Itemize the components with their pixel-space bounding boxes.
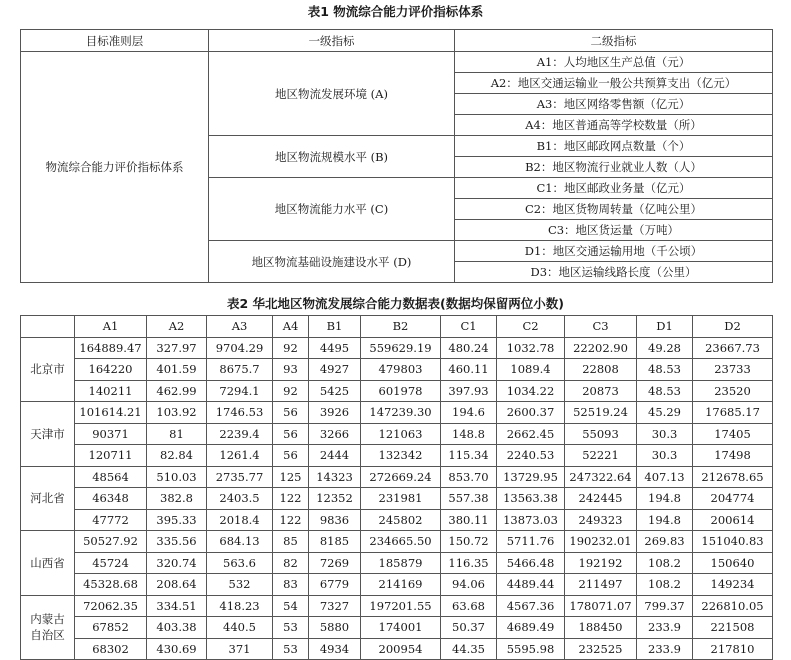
data-cell: 226810.05 (693, 595, 773, 617)
data-cell: 5595.98 (497, 638, 565, 660)
data-cell: 2600.37 (497, 402, 565, 424)
data-cell: 45328.68 (75, 574, 147, 596)
header-col: A1 (75, 316, 147, 338)
data-cell: 7327 (309, 595, 361, 617)
level2-b2: B2：地区物流行业就业人数（人） (455, 157, 773, 178)
data-cell: 149234 (693, 574, 773, 596)
data-cell: 5711.76 (497, 531, 565, 553)
data-cell: 407.13 (637, 466, 693, 488)
data-cell: 231981 (361, 488, 441, 510)
data-cell: 234665.50 (361, 531, 441, 553)
header-target-layer: 目标准则层 (21, 30, 209, 52)
data-cell: 103.92 (147, 402, 207, 424)
data-cell: 5466.48 (497, 552, 565, 574)
data-cell: 101614.21 (75, 402, 147, 424)
data-cell: 90371 (75, 423, 147, 445)
data-cell: 20873 (565, 380, 637, 402)
data-cell: 45724 (75, 552, 147, 574)
data-cell: 9704.29 (207, 337, 273, 359)
data-cell: 1089.4 (497, 359, 565, 381)
data-cell: 2240.53 (497, 445, 565, 467)
data-cell: 249323 (565, 509, 637, 531)
data-cell: 3926 (309, 402, 361, 424)
data-cell: 242445 (565, 488, 637, 510)
level2-c1: C1：地区邮政业务量（亿元） (455, 178, 773, 199)
header-level1: 一级指标 (209, 30, 455, 52)
table-row (21, 617, 773, 639)
data-cell: 22202.90 (565, 337, 637, 359)
data-cell: 192192 (565, 552, 637, 574)
table-row (21, 552, 773, 574)
data-cell: 92 (273, 337, 309, 359)
data-cell: 2662.45 (497, 423, 565, 445)
data-cell: 53 (273, 638, 309, 660)
data-cell: 17685.17 (693, 402, 773, 424)
data-cell: 48564 (75, 466, 147, 488)
data-cell: 3266 (309, 423, 361, 445)
level1-b: 地区物流规模水平 (B) (209, 136, 455, 178)
data-cell: 4567.36 (497, 595, 565, 617)
data-cell: 164220 (75, 359, 147, 381)
level2-a2: A2：地区交通运输业一般公共预算支出（亿元） (455, 73, 773, 94)
data-cell: 4927 (309, 359, 361, 381)
target-cell: 物流综合能力评价指标体系 (21, 52, 209, 283)
data-cell: 50527.92 (75, 531, 147, 553)
level2-a4: A4：地区普通高等学校数量（所） (455, 115, 773, 136)
data-cell: 83 (273, 574, 309, 596)
data-cell: 197201.55 (361, 595, 441, 617)
data-cell: 67852 (75, 617, 147, 639)
level2-c3: C3：地区货运量（万吨） (455, 220, 773, 241)
data-cell: 245802 (361, 509, 441, 531)
data-cell: 188450 (565, 617, 637, 639)
data-cell: 13729.95 (497, 466, 565, 488)
data-cell: 853.70 (441, 466, 497, 488)
table-row (21, 574, 773, 596)
data-cell: 334.51 (147, 595, 207, 617)
data-cell: 401.59 (147, 359, 207, 381)
data-cell: 94.06 (441, 574, 497, 596)
data-cell: 395.33 (147, 509, 207, 531)
data-cell: 5425 (309, 380, 361, 402)
data-cell: 45.29 (637, 402, 693, 424)
data-cell: 510.03 (147, 466, 207, 488)
data-cell: 48.53 (637, 380, 693, 402)
data-cell: 1034.22 (497, 380, 565, 402)
table-row (21, 488, 773, 510)
data-cell: 403.38 (147, 617, 207, 639)
header-col: D1 (637, 316, 693, 338)
data-cell: 232525 (565, 638, 637, 660)
data-cell: 462.99 (147, 380, 207, 402)
data-cell: 54 (273, 595, 309, 617)
data-cell: 563.6 (207, 552, 273, 574)
data-cell: 23667.73 (693, 337, 773, 359)
data-cell: 47772 (75, 509, 147, 531)
data-cell: 72062.35 (75, 595, 147, 617)
data-cell: 44.35 (441, 638, 497, 660)
data-cell: 125 (273, 466, 309, 488)
data-cell: 1032.78 (497, 337, 565, 359)
data-cell: 93 (273, 359, 309, 381)
data-cell: 272669.24 (361, 466, 441, 488)
data-cell: 601978 (361, 380, 441, 402)
data-cell: 17498 (693, 445, 773, 467)
data-cell: 82 (273, 552, 309, 574)
data-cell: 8185 (309, 531, 361, 553)
data-cell: 799.37 (637, 595, 693, 617)
data-cell: 6779 (309, 574, 361, 596)
data-cell: 150640 (693, 552, 773, 574)
region-name: 北京市 (21, 337, 75, 402)
data-cell: 557.38 (441, 488, 497, 510)
data-cell: 382.8 (147, 488, 207, 510)
data-cell: 194.8 (637, 488, 693, 510)
table-row (21, 402, 773, 424)
data-cell: 559629.19 (361, 337, 441, 359)
data-cell: 532 (207, 574, 273, 596)
data-cell: 52519.24 (565, 402, 637, 424)
region-name: 内蒙古 自治区 (21, 595, 75, 660)
table-row (21, 509, 773, 531)
data-cell: 81 (147, 423, 207, 445)
data-cell: 108.2 (637, 574, 693, 596)
data-cell: 684.13 (207, 531, 273, 553)
level2-d1: D1：地区交通运输用地（千公顷） (455, 241, 773, 262)
data-cell: 68302 (75, 638, 147, 660)
table-row (21, 423, 773, 445)
table-row (21, 359, 773, 381)
data-cell: 178071.07 (565, 595, 637, 617)
data-cell: 50.37 (441, 617, 497, 639)
data-cell: 164889.47 (75, 337, 147, 359)
data-cell: 132342 (361, 445, 441, 467)
data-cell: 460.11 (441, 359, 497, 381)
table-row (21, 595, 773, 617)
data-cell: 174001 (361, 617, 441, 639)
data-cell: 380.11 (441, 509, 497, 531)
level2-a3: A3：地区网络零售额（亿元） (455, 94, 773, 115)
data-cell: 269.83 (637, 531, 693, 553)
data-cell: 9836 (309, 509, 361, 531)
data-cell: 233.9 (637, 638, 693, 660)
data-cell: 194.8 (637, 509, 693, 531)
level1-c: 地区物流能力水平 (C) (209, 178, 455, 241)
data-cell: 211497 (565, 574, 637, 596)
data-cell: 4934 (309, 638, 361, 660)
header-col: B1 (309, 316, 361, 338)
data-cell: 5880 (309, 617, 361, 639)
table-row (21, 445, 773, 467)
data-cell: 150.72 (441, 531, 497, 553)
data-cell: 335.56 (147, 531, 207, 553)
data-cell: 217810 (693, 638, 773, 660)
data-cell: 247322.64 (565, 466, 637, 488)
table-row (21, 337, 773, 359)
data-cell: 120711 (75, 445, 147, 467)
header-col: C2 (497, 316, 565, 338)
data-cell: 430.69 (147, 638, 207, 660)
data-cell: 233.9 (637, 617, 693, 639)
table-row (21, 466, 773, 488)
header-col: A2 (147, 316, 207, 338)
data-cell: 194.6 (441, 402, 497, 424)
data-cell: 30.3 (637, 445, 693, 467)
data-cell: 1746.53 (207, 402, 273, 424)
data-cell: 48.53 (637, 359, 693, 381)
header-corner (21, 316, 75, 338)
data-cell: 85 (273, 531, 309, 553)
data-cell: 46348 (75, 488, 147, 510)
data-cell: 327.97 (147, 337, 207, 359)
table-row (21, 531, 773, 553)
data-cell: 115.34 (441, 445, 497, 467)
data-cell: 55093 (565, 423, 637, 445)
table-row (21, 380, 773, 402)
data-cell: 122 (273, 488, 309, 510)
data-cell: 8675.7 (207, 359, 273, 381)
data-cell: 4495 (309, 337, 361, 359)
data-cell: 479803 (361, 359, 441, 381)
region-name: 河北省 (21, 466, 75, 531)
data-cell: 108.2 (637, 552, 693, 574)
data-cell: 22808 (565, 359, 637, 381)
data-cell: 148.8 (441, 423, 497, 445)
data-cell: 185879 (361, 552, 441, 574)
level1-a: 地区物流发展环境 (A) (209, 52, 455, 136)
data-cell: 190232.01 (565, 531, 637, 553)
data-cell: 82.84 (147, 445, 207, 467)
data-cell: 63.68 (441, 595, 497, 617)
data-cell: 13563.38 (497, 488, 565, 510)
table1-caption: 表1 物流综合能力评价指标体系 (307, 4, 484, 19)
header-col: D2 (693, 316, 773, 338)
data-cell: 1261.4 (207, 445, 273, 467)
table-row (21, 638, 773, 660)
data-cell: 371 (207, 638, 273, 660)
data-cell: 480.24 (441, 337, 497, 359)
data-cell: 440.5 (207, 617, 273, 639)
data-cell: 53 (273, 617, 309, 639)
level2-a1: A1：人均地区生产总值（元） (455, 52, 773, 73)
data-cell: 52221 (565, 445, 637, 467)
logistics-data-table (20, 315, 773, 660)
data-cell: 151040.83 (693, 531, 773, 553)
data-cell: 13873.03 (497, 509, 565, 531)
data-cell: 208.64 (147, 574, 207, 596)
region-name: 天津市 (21, 402, 75, 467)
data-cell: 116.35 (441, 552, 497, 574)
data-cell: 2444 (309, 445, 361, 467)
header-col: B2 (361, 316, 441, 338)
data-cell: 122 (273, 509, 309, 531)
header-col: C1 (441, 316, 497, 338)
data-cell: 49.28 (637, 337, 693, 359)
data-cell: 121063 (361, 423, 441, 445)
data-cell: 92 (273, 380, 309, 402)
data-cell: 7294.1 (207, 380, 273, 402)
data-cell: 221508 (693, 617, 773, 639)
header-level2: 二级指标 (455, 30, 773, 52)
data-cell: 200614 (693, 509, 773, 531)
data-cell: 214169 (361, 574, 441, 596)
data-cell: 397.93 (441, 380, 497, 402)
level2-c2: C2：地区货物周转量（亿吨公里） (455, 199, 773, 220)
level2-d3: D3：地区运输线路长度（公里） (455, 262, 773, 283)
table2-caption: 表2 华北地区物流发展综合能力数据表(数据均保留两位小数) (227, 296, 564, 311)
data-cell: 147239.30 (361, 402, 441, 424)
level1-d: 地区物流基础设施建设水平 (D) (209, 241, 455, 283)
data-cell: 2403.5 (207, 488, 273, 510)
data-cell: 56 (273, 402, 309, 424)
data-cell: 204774 (693, 488, 773, 510)
data-cell: 212678.65 (693, 466, 773, 488)
indicator-system-table (20, 29, 773, 283)
data-cell: 30.3 (637, 423, 693, 445)
data-cell: 56 (273, 423, 309, 445)
header-col: A3 (207, 316, 273, 338)
region-name: 山西省 (21, 531, 75, 596)
data-cell: 23733 (693, 359, 773, 381)
data-cell: 23520 (693, 380, 773, 402)
header-col: A4 (273, 316, 309, 338)
data-cell: 320.74 (147, 552, 207, 574)
data-cell: 14323 (309, 466, 361, 488)
header-col: C3 (565, 316, 637, 338)
data-cell: 4489.44 (497, 574, 565, 596)
data-cell: 200954 (361, 638, 441, 660)
data-cell: 140211 (75, 380, 147, 402)
data-cell: 2018.4 (207, 509, 273, 531)
level2-b1: B1：地区邮政网点数量（个） (455, 136, 773, 157)
data-cell: 4689.49 (497, 617, 565, 639)
data-cell: 56 (273, 445, 309, 467)
data-cell: 418.23 (207, 595, 273, 617)
data-cell: 7269 (309, 552, 361, 574)
data-cell: 12352 (309, 488, 361, 510)
data-cell: 2735.77 (207, 466, 273, 488)
data-cell: 2239.4 (207, 423, 273, 445)
data-cell: 17405 (693, 423, 773, 445)
